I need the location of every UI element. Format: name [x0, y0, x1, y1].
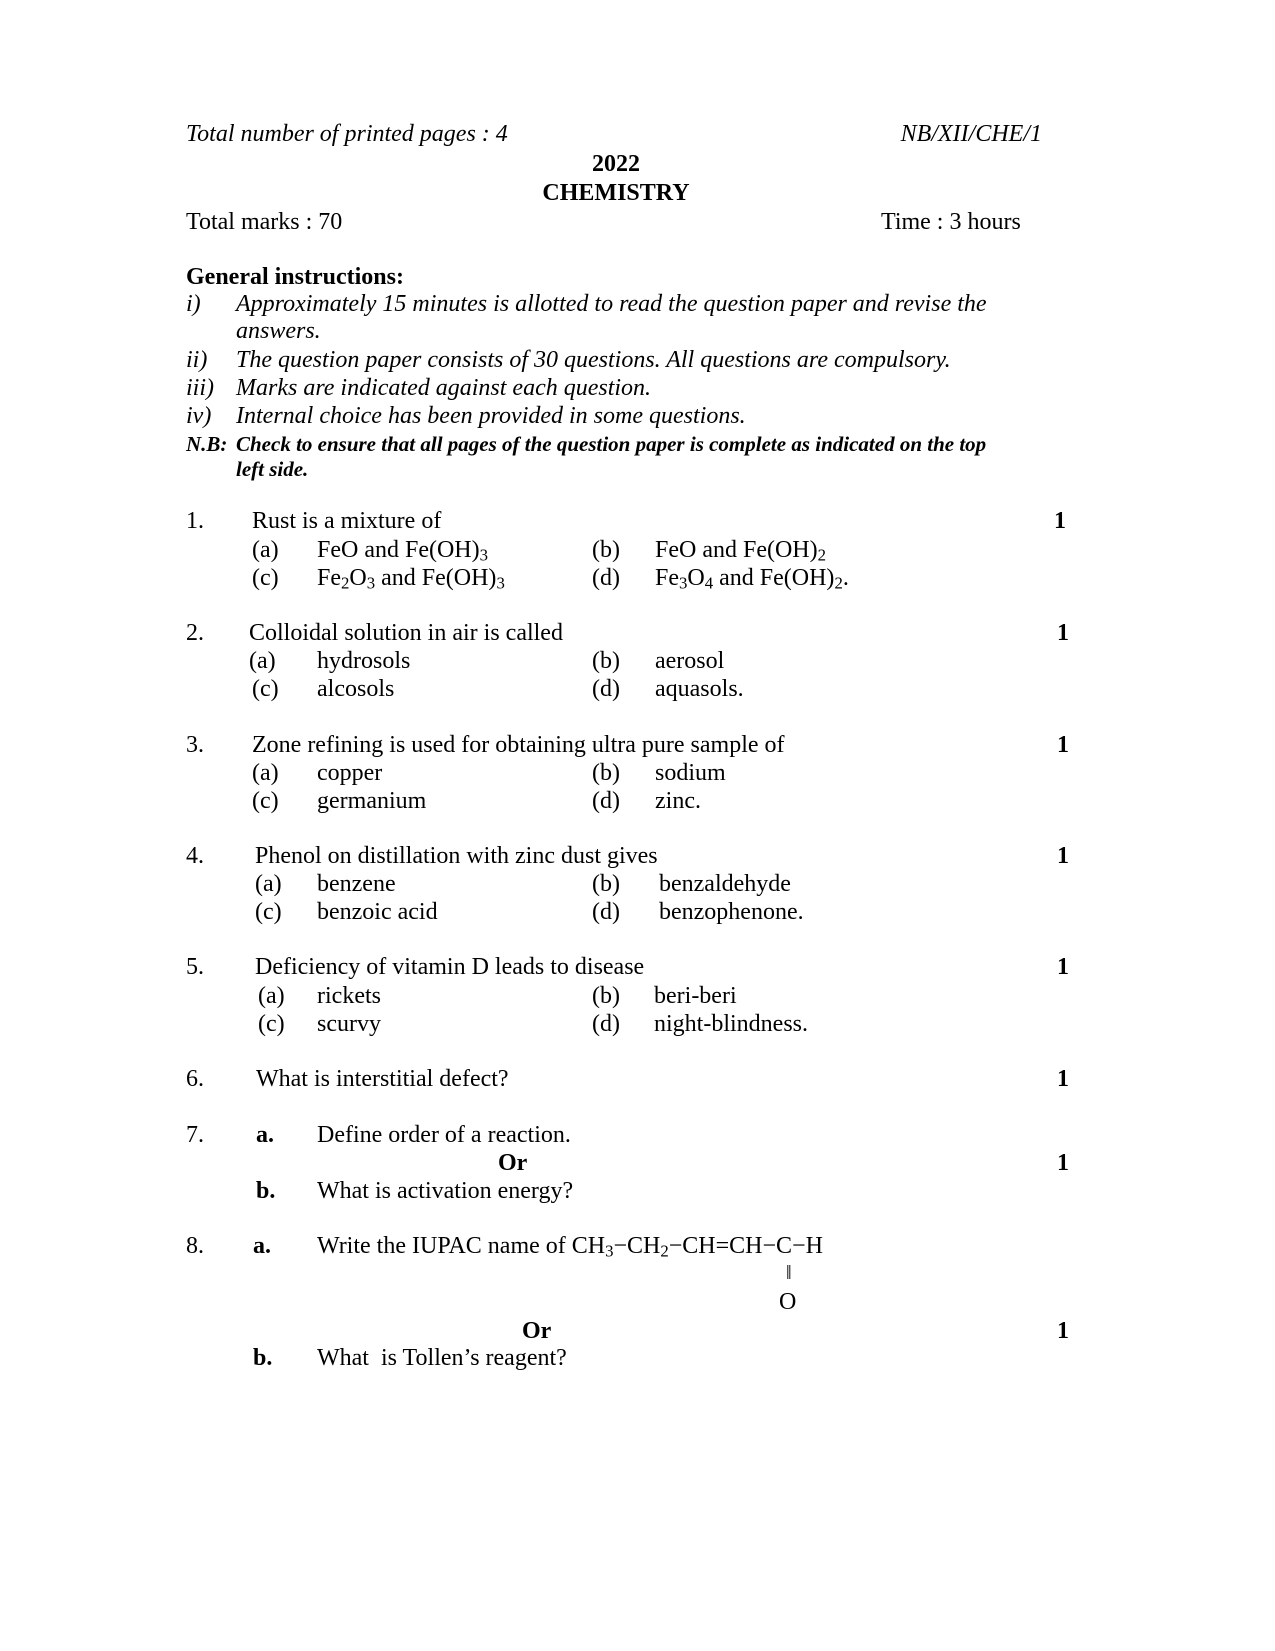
instruction-num: i) [186, 291, 201, 317]
question-number: 3. [186, 732, 204, 758]
instruction-num: iii) [186, 375, 214, 401]
option-label: (c) [252, 788, 279, 814]
option-text: copper [317, 760, 383, 786]
option-label: (a) [258, 983, 285, 1009]
instruction-text: Internal choice has been provided in some questions. [236, 403, 746, 429]
part-text: Define order of a reaction. [317, 1122, 571, 1148]
instruction-text: Marks are indicated against each question. [236, 375, 652, 401]
option-label: (c) [258, 1011, 285, 1037]
option-label: (b) [592, 537, 620, 563]
exam-subject: CHEMISTRY [542, 180, 690, 206]
part-text: What is Tollen’s reagent? [317, 1345, 567, 1371]
option-label: (b) [592, 648, 620, 674]
instruction-text: The question paper consists of 30 questions. All questions are compulsory. [236, 347, 951, 373]
option-text: aerosol [655, 648, 725, 674]
option-text: $Fe_3O_4$ and $Fe(OH)_2$. [655, 565, 849, 593]
option-text: sodium [655, 760, 726, 786]
question-number: 4. [186, 843, 204, 869]
option-label: (a) [255, 871, 282, 897]
question-marks: 1 [1057, 1150, 1069, 1176]
option-text: benzoic acid [317, 899, 438, 925]
option-label: (b) [592, 871, 620, 897]
part-label: a. [256, 1122, 274, 1148]
question-marks: 1 [1054, 508, 1066, 534]
question-text: Deficiency of vitamin D leads to disease [255, 954, 645, 980]
option-text: night-blindness. [654, 1011, 808, 1037]
instructions-heading: General instructions: [186, 264, 404, 290]
or-separator: Or [498, 1150, 528, 1176]
nb-text: Check to ensure that all pages of the question paper is complete as indicated on the top [236, 432, 987, 456]
option-text: scurvy [317, 1011, 381, 1037]
instruction-num: ii) [186, 347, 208, 373]
option-label: (c) [255, 899, 282, 925]
question-number: 1. [186, 508, 204, 534]
option-label: (b) [592, 760, 620, 786]
chemical-formula: $CH_3-CH_2-CH=CH-C-H$ [571, 1233, 823, 1261]
question-number: 6. [186, 1066, 204, 1092]
nb-label: N.B: [186, 432, 228, 456]
option-text: alcosols [317, 676, 395, 702]
option-label: (b) [592, 983, 620, 1009]
option-text: FeO and $Fe(OH)_3$ [317, 537, 489, 565]
question-marks: 1 [1057, 620, 1069, 646]
question-number: 2. [186, 620, 204, 646]
option-text: germanium [317, 788, 427, 814]
option-label: (d) [592, 676, 620, 702]
or-separator: Or [522, 1318, 552, 1344]
oxygen-atom: O [779, 1289, 797, 1315]
question-marks: 1 [1057, 843, 1069, 869]
part-label: b. [253, 1345, 273, 1371]
option-text: FeO and $Fe(OH)_2$ [655, 537, 827, 565]
question-marks: 1 [1057, 954, 1069, 980]
exam-time: Time : 3 hours [881, 209, 1021, 235]
question-number: 7. [186, 1122, 204, 1148]
option-text: $Fe_2O_3$ and $Fe(OH)_3$ [317, 565, 505, 593]
paper-code: NB/XII/CHE/1 [900, 121, 1042, 147]
option-text: benzene [317, 871, 396, 897]
option-text: zinc. [655, 788, 701, 814]
option-label: (a) [252, 537, 279, 563]
printed-pages-label: Total number of printed pages : 4 [186, 121, 508, 147]
question-number: 5. [186, 954, 204, 980]
option-text: aquasols. [655, 676, 744, 702]
instruction-text: Approximately 15 minutes is allotted to read the question paper and revise the [236, 291, 987, 317]
question-marks: 1 [1057, 1066, 1069, 1092]
question-text: Colloidal solution in air is called [249, 620, 563, 646]
question-text: Rust is a mixture of [252, 508, 442, 534]
question-text: What is interstitial defect? [256, 1066, 509, 1092]
option-text: benzophenone. [659, 899, 804, 925]
part-text: Write the IUPAC name of $CH_3-CH_2-CH=CH-C-H$ [317, 1233, 823, 1261]
nb-text-cont: left side. [236, 457, 309, 481]
total-marks: Total marks : 70 [186, 209, 343, 235]
question-number: 8. [186, 1233, 204, 1259]
part-label: a. [253, 1233, 271, 1259]
instruction-text-cont: answers. [236, 318, 321, 344]
option-text: benzaldehyde [659, 871, 791, 897]
question-text: Phenol on distillation with zinc dust gives [255, 843, 658, 869]
double-bond: ‖ [786, 1262, 792, 1284]
option-label: (a) [252, 760, 279, 786]
option-text: beri-beri [654, 983, 737, 1009]
option-label: (d) [592, 899, 620, 925]
question-marks: 1 [1057, 1318, 1069, 1344]
exam-year: 2022 [592, 151, 640, 177]
option-label: (c) [252, 565, 279, 591]
option-label: (d) [592, 565, 620, 591]
question-text: Zone refining is used for obtaining ultra pure sample of [252, 732, 785, 758]
part-label: b. [256, 1178, 276, 1204]
instruction-num: iv) [186, 403, 212, 429]
option-text: rickets [317, 983, 381, 1009]
question-marks: 1 [1057, 732, 1069, 758]
option-label: (d) [592, 1011, 620, 1037]
option-label: (a) [249, 648, 276, 674]
option-label: (d) [592, 788, 620, 814]
option-text: hydrosols [317, 648, 411, 674]
option-label: (c) [252, 676, 279, 702]
part-text: What is activation energy? [317, 1178, 574, 1204]
